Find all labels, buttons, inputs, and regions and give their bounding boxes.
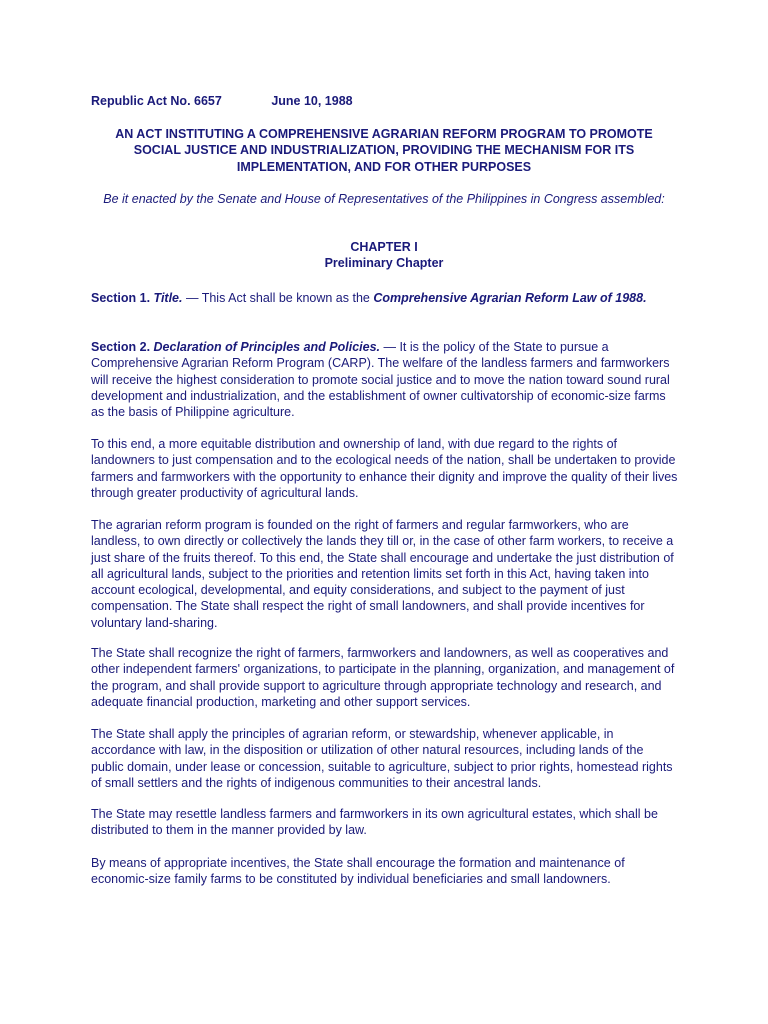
section-1-short-title: Comprehensive Agrarian Reform Law of 1988 <box>373 291 644 305</box>
section-2-heading: Declaration of Principles and Policies. <box>153 340 380 354</box>
paragraph: To this end, a more equitable distribution and ownership of land, with due regard to the rights of landowners to just compensation and to the ecological needs of the nation, shall be undertaken to provide farmers and farmworkers with the opportunity to enhance their dignity and improve the quality of their lives through greater productivity of agricultural lands. <box>91 437 678 500</box>
section-1-text: — This Act shall be known as the <box>182 291 374 305</box>
chapter-number: CHAPTER I <box>350 240 418 254</box>
section-2-text: — It is the policy of the State to pursue a Comprehensive Agrarian Reform Program (CARP). The welfare of the landless farmers and farmworkers will receive the highest consideration to promote social justice and to move the nation toward sound rural development and industrialization, and the establishment of owner cultivatorship of economic-size farms as the basis of Philippine agriculture. <box>91 340 670 420</box>
act-title: AN ACT INSTITUTING A COMPREHENSIVE AGRARIAN REFORM PROGRAM TO PROMOTE SOCIAL JUSTICE AND INDUSTRIALIZATION, PROVIDING THE MECHANISM FOR ITS IMPLEMENTATION, AND FOR OTHER PURPOSES <box>115 127 653 174</box>
section-1-end: . <box>643 291 647 305</box>
act-date: June 10, 1988 <box>271 94 353 108</box>
section-2-label: Section 2. <box>91 340 151 354</box>
paragraph: The State shall apply the principles of agrarian reform, or stewardship, whenever applicable, in accordance with law, in the disposition or utilization of other natural resources, including lands of the public domain, under lease or concession, suitable to agriculture, subject to prior rights, homestead rights of small settlers and the rights of indigenous communities to their ancestral lands. <box>91 727 673 790</box>
paragraph: By means of appropriate incentives, the State shall encourage the formation and maintenance of economic-size family farms to be constituted by individual beneficiaries and small landowners. <box>91 856 625 887</box>
section-2 <box>91 339 679 420</box>
section-1 <box>91 290 679 306</box>
section-1-heading: Title. <box>153 291 183 305</box>
act-header <box>91 93 353 109</box>
section-1-label: Section 1. <box>91 291 151 305</box>
act-number: Republic Act No. 6657 <box>91 94 222 108</box>
paragraph: The State shall recognize the right of farmers, farmworkers and landowners, as well as cooperatives and other independent farmers' organizations, to participate in the planning, organization, and management of the program, and shall provide support to agriculture through appropriate technology and research, and adequate financial production, marketing and other support services. <box>91 646 675 709</box>
chapter-name: Preliminary Chapter <box>324 256 444 271</box>
enacting-clause: Be it enacted by the Senate and House of Representatives of the Philippines in Congress assembled: <box>103 192 665 206</box>
paragraph: The State may resettle landless farmers and farmworkers in its own agricultural estates, which shall be distributed to them in the manner provided by law. <box>91 807 658 838</box>
chapter-heading <box>91 239 677 272</box>
paragraph: The agrarian reform program is founded on the right of farmers and regular farmworkers, who are landless, to own directly or collectively the lands they till or, in the case of other farm workers, to receive a just share of the fruits thereof. To this end, the State shall encourage and undertake the just distribution of all agricultural lands, subject to the priorities and retention limits set forth in this Act, having taken into account ecological, developmental, and equity considerations, and subject to the payment of just compensation. The State shall respect the right of small landowners, and shall provide incentives for voluntary land-sharing. <box>91 518 674 630</box>
